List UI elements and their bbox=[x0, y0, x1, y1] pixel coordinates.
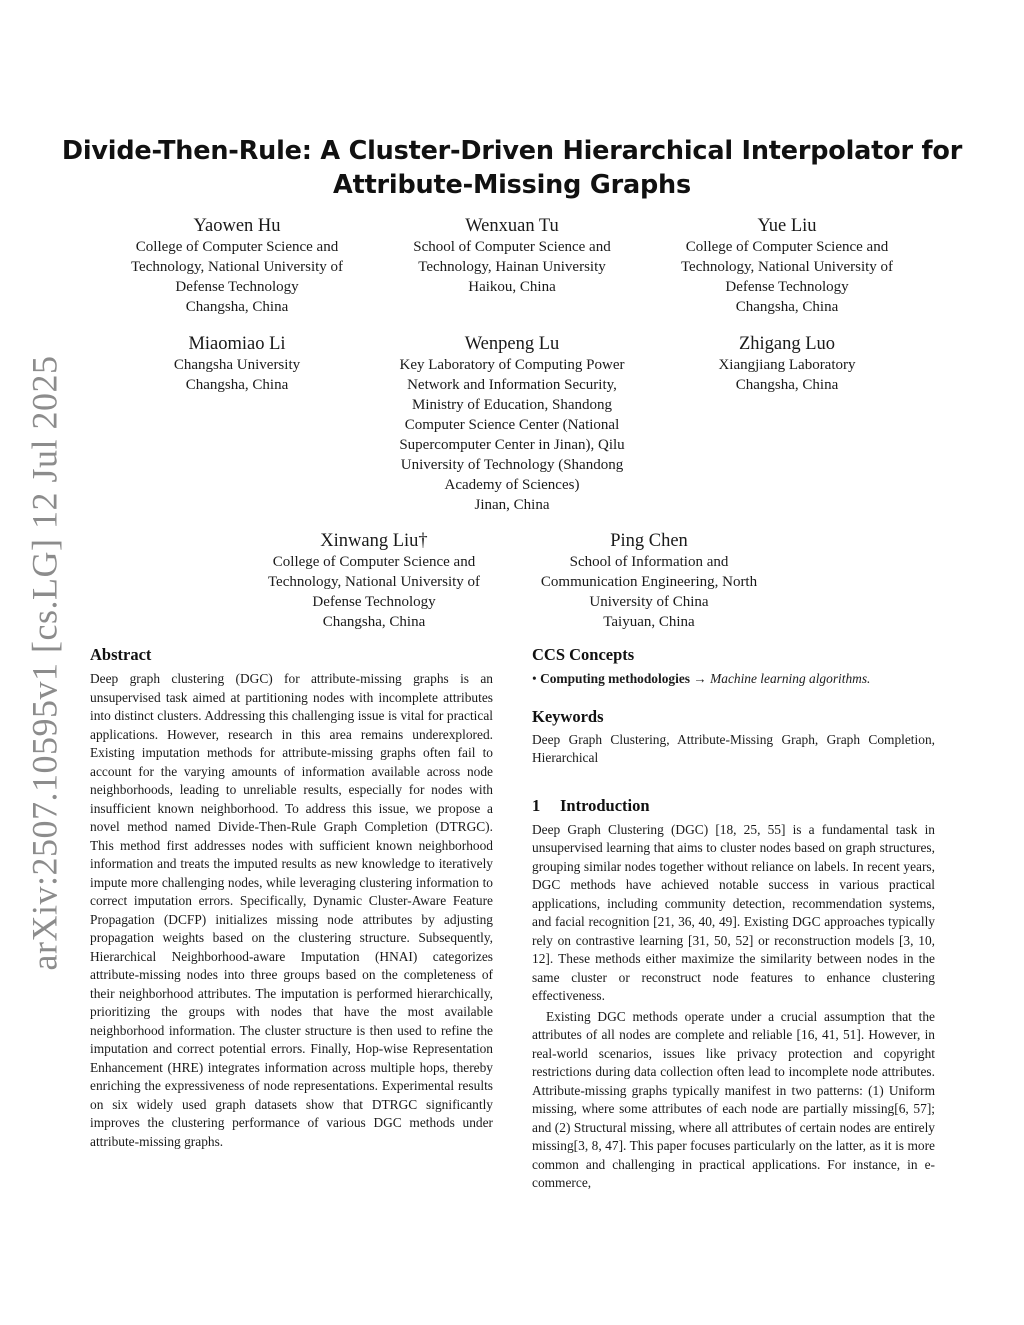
section-number: 1 bbox=[532, 795, 541, 815]
intro-paragraph-1: Deep Graph Clustering (DGC) [18, 25, 55] is a fundamental task in unsupervised learning that aims to cluster nodes based on graph structures, grouping similar nodes together without reliance on labels. In recent years, DGC methods have achieved notable success in various practical applications, including community detection, recommendation systems, and facial recognition [21, 36, 40, 49]. Existing DGC approaches typically rely on contrastive learning [31, 50, 52] or reconstruction models [3, 10, 12]. These methods either maximize the similarity between nodes in the same cluster or reconstruct node features to enhance clustering effectiveness. bbox=[532, 821, 935, 1003]
abstract-text: Deep graph clustering (DGC) for attribute-missing graphs is an unsupervised task aimed at partitioning nodes with incomplete attributes into distinct clusters. Addressing this challenging issue is vital for practical applications. However, research in this area remains underexplored. Existing imputation methods for attribute-missing graphs often fail to account for the varying amounts of information available across node neighborhoods, leading to unreliable results, especially for nodes with insufficient known neighborhood. To address this issue, we propose a novel method named Divide-Then-Rule Graph Completion (DTRGC). This method first addresses nodes with sufficient known neighborhood information and treats the imputed results as new knowledge to iteratively impute more challenging nodes, while leveraging clustering information to correct imputation errors. Specifically, Dynamic Cluster-Aware Feature Propagation (DCFP) initializes missing node attributes by adjusting propagation weights based on the clustering structure. Subsequently, Hierarchical Neighborhood-aware Imputation (HNAI) categorizes attribute-missing nodes into three groups based on the completeness of their neighborhood attributes. The imputation is performed hierarchically, prioritizing the groups with nodes that have the most available neighborhood information. The cluster structure is then used to refine the imputation and correct potential errors. Finally, Hop-wise Representation Enhancement (HRE) integrates information across multiple hops, thereby enriching the expressiveness of node representations. Experimental results on six widely used graph datasets show that DTRGC significantly improves the clustering performance of various DGC methods under attribute-missing graphs. bbox=[90, 671, 493, 1149]
keywords-text: Deep Graph Clustering, Attribute-Missing Graph, Graph Completion, Hierarchical bbox=[532, 731, 935, 765]
arxiv-stamp bbox=[14, 355, 74, 971]
author-name: Xinwang Liu† bbox=[320, 531, 428, 551]
author-affiliation: Key Laboratory of Computing Power Network and Information Security, Ministry of Education, Shandong Computer Science Center (National Supercomputer Center in Jinan), Qilu University of Technology (Shandong Academy of Sciences) Jinan, China bbox=[399, 357, 625, 513]
author-block bbox=[383, 215, 641, 297]
author-block bbox=[245, 530, 503, 632]
paper-title: Divide-Then-Rule: A Cluster-Driven Hierarchical Interpolator for Attribute-Missing Graphs bbox=[61, 136, 963, 200]
author-affiliation: College of Computer Science and Technology, National University of Defense Technology Changsha, China bbox=[680, 239, 894, 315]
author-block bbox=[658, 215, 916, 317]
intro-paragraph-2: Existing DGC methods operate under a crucial assumption that the attributes of all nodes are complete and reliable [16, 41, 51]. However, in real-world scenarios, issues like privacy protection and copyright restrictions during data collection often lead to incomplete node attributes. Attribute-missing graphs typically manifest in two patterns: (1) Uniform missing, where some attributes of each node are partially missing[6, 57]; and (2) Structural missing, where all attributes of certain nodes are entirely missing[3, 8, 47]. This paper focuses particularly on the latter, as it is more common and challenging in practical applications. For instance, in e-commerce, bbox=[532, 1008, 935, 1190]
author-affiliation: College of Computer Science and Technology, National University of Defense Technology Changsha, China bbox=[267, 554, 481, 630]
author-name: Zhigang Luo bbox=[738, 334, 836, 354]
left-column bbox=[90, 644, 493, 1151]
author-name: Wenpeng Lu bbox=[464, 334, 560, 354]
author-affiliation: School of Information and Communication Engineering, North University of China Taiyuan, China bbox=[540, 554, 758, 630]
arxiv-stamp-text: arXiv:2507.10595v1 [cs.LG] 12 Jul 2025 bbox=[24, 355, 64, 971]
author-name: Yaowen Hu bbox=[193, 216, 281, 236]
abstract-heading: Abstract bbox=[90, 645, 152, 664]
ccs-concept: Machine learning algorithms. bbox=[710, 671, 871, 686]
author-block bbox=[108, 215, 366, 317]
keywords-heading: Keywords bbox=[532, 706, 604, 726]
author-affiliation: College of Computer Science and Technology, National University of Defense Technology Changsha, China bbox=[130, 239, 344, 315]
author-affiliation: School of Computer Science and Technology, Hainan University Haikou, China bbox=[413, 239, 611, 295]
author-name: Wenxuan Tu bbox=[465, 216, 559, 236]
ccs-heading: CCS Concepts bbox=[532, 645, 635, 664]
author-name: Ping Chen bbox=[610, 531, 688, 551]
author-block bbox=[108, 333, 366, 395]
ccs-concept-line bbox=[532, 670, 935, 689]
ccs-category: Computing methodologies bbox=[540, 671, 690, 686]
author-affiliation: Changsha University Changsha, China bbox=[173, 357, 301, 393]
author-name: Yue Liu bbox=[757, 216, 817, 236]
author-affiliation: Xiangjiang Laboratory Changsha, China bbox=[718, 357, 856, 393]
author-block bbox=[515, 530, 783, 632]
right-column bbox=[532, 644, 935, 1193]
author-block bbox=[373, 333, 651, 515]
arrow-icon: → bbox=[693, 671, 707, 686]
author-name: Miaomiao Li bbox=[188, 334, 286, 354]
bullet-icon: • bbox=[532, 671, 537, 686]
introduction-heading bbox=[532, 795, 935, 817]
author-block bbox=[658, 333, 916, 395]
section-title: Introduction bbox=[560, 795, 650, 815]
